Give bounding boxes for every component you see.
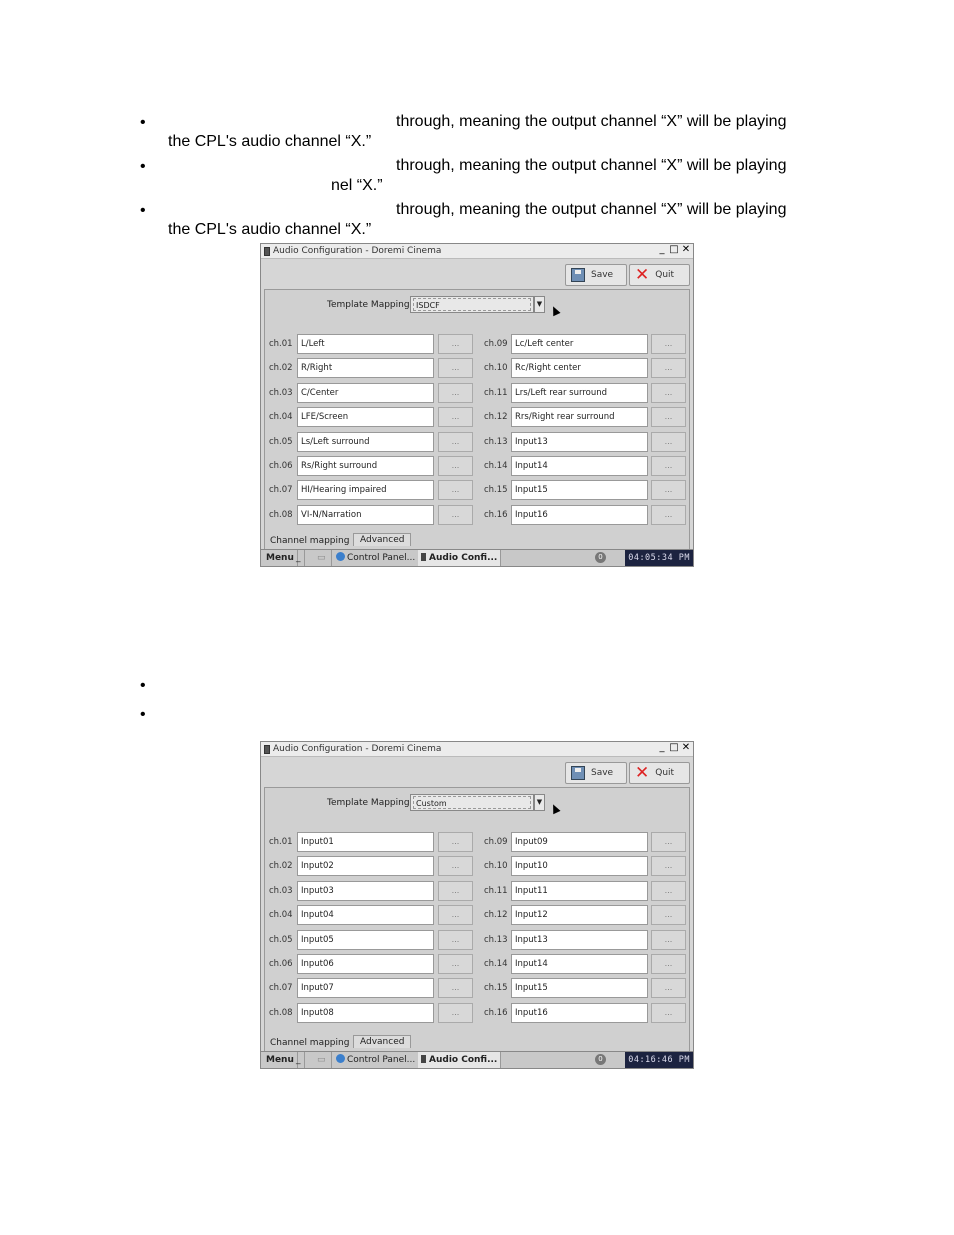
keyboard-icon[interactable]: ▭ xyxy=(314,550,332,566)
template-mapping-select[interactable] xyxy=(410,794,534,811)
channel-browse-button[interactable]: ... xyxy=(438,978,473,998)
channel-browse-button[interactable]: ... xyxy=(438,905,473,925)
channel-label: ch.02 xyxy=(269,363,293,373)
channel-browse-button[interactable]: ... xyxy=(651,954,686,974)
quit-label: Quit xyxy=(655,270,675,280)
menu-button[interactable]: Menu xyxy=(263,1052,298,1068)
channel-label: ch.06 xyxy=(269,461,293,471)
channel-input[interactable]: Lc/Left center xyxy=(511,334,648,354)
channel-browse-button[interactable]: ... xyxy=(438,480,473,500)
taskbar-control-panel-label: Control Panel... xyxy=(347,553,416,563)
mapping-panel xyxy=(264,289,690,551)
title-bar[interactable] xyxy=(261,742,693,757)
taskbar-audio-config-label: Audio Confi... xyxy=(429,553,498,563)
channel-input[interactable]: Input05 xyxy=(297,930,434,950)
channel-browse-button[interactable]: ... xyxy=(438,832,473,852)
channel-label: ch.12 xyxy=(484,412,508,422)
title-bar[interactable] xyxy=(261,244,693,259)
save-button[interactable] xyxy=(565,762,627,784)
channel-browse-button[interactable]: ... xyxy=(651,480,686,500)
minimize-icon[interactable]: _ xyxy=(659,244,665,255)
channel-input[interactable]: L/Left xyxy=(297,334,434,354)
channel-browse-button[interactable]: ... xyxy=(438,881,473,901)
channel-input[interactable]: Rs/Right surround xyxy=(297,456,434,476)
channel-label: ch.04 xyxy=(269,910,293,920)
channel-browse-button[interactable]: ... xyxy=(438,407,473,427)
channel-input[interactable]: Ls/Left surround xyxy=(297,432,434,452)
app-icon xyxy=(264,247,270,256)
channel-browse-button[interactable]: ... xyxy=(651,456,686,476)
quit-button[interactable] xyxy=(629,762,690,784)
save-label: Save xyxy=(591,270,614,280)
channel-label: ch.15 xyxy=(484,983,508,993)
bullet-dot: • xyxy=(140,114,146,131)
channel-input[interactable]: Lrs/Left rear surround xyxy=(511,383,648,403)
toolbar xyxy=(261,259,693,289)
channel-browse-button[interactable]: ... xyxy=(651,1003,686,1023)
show-desktop-button[interactable]: _ xyxy=(293,1052,305,1068)
channel-input[interactable]: Input16 xyxy=(511,1003,648,1023)
taskbar xyxy=(261,1051,693,1068)
bullet-2-line2: nel “X.” xyxy=(331,177,383,194)
channel-browse-button[interactable]: ... xyxy=(651,505,686,525)
save-icon xyxy=(571,268,585,282)
template-mapping-value: ISDCF xyxy=(413,298,531,311)
toolbar xyxy=(261,757,693,787)
tab-channel-mapping[interactable]: Channel mapping xyxy=(270,1038,350,1048)
channel-input[interactable]: Input10 xyxy=(511,856,648,876)
audio-config-icon xyxy=(421,553,426,561)
save-button[interactable] xyxy=(565,264,627,286)
template-mapping-select[interactable] xyxy=(410,296,534,313)
channel-input[interactable]: LFE/Screen xyxy=(297,407,434,427)
channel-label: ch.13 xyxy=(484,935,508,945)
template-mapping-label: Template Mapping xyxy=(327,798,410,808)
minimize-icon[interactable]: _ xyxy=(659,742,665,753)
channel-input[interactable]: C/Center xyxy=(297,383,434,403)
channel-browse-button[interactable]: ... xyxy=(651,832,686,852)
channel-input[interactable]: Input14 xyxy=(511,456,648,476)
channel-browse-button[interactable]: ... xyxy=(651,881,686,901)
quit-icon: ✕ xyxy=(635,763,650,783)
channel-label: ch.15 xyxy=(484,485,508,495)
channel-input[interactable]: Input16 xyxy=(511,505,648,525)
channel-label: ch.10 xyxy=(484,363,508,373)
show-desktop-button[interactable]: _ xyxy=(293,550,305,566)
channel-input[interactable]: Input04 xyxy=(297,905,434,925)
channel-browse-button[interactable]: ... xyxy=(651,358,686,378)
channel-browse-button[interactable]: ... xyxy=(438,856,473,876)
channel-browse-button[interactable]: ... xyxy=(438,432,473,452)
keyboard-icon[interactable]: ▭ xyxy=(314,1052,332,1068)
channel-browse-button[interactable]: ... xyxy=(438,383,473,403)
channel-label: ch.14 xyxy=(484,461,508,471)
taskbar-audio-config[interactable] xyxy=(418,550,501,566)
channel-input[interactable]: R/Right xyxy=(297,358,434,378)
channel-input[interactable]: Input13 xyxy=(511,930,648,950)
template-mapping-label: Template Mapping xyxy=(327,300,410,310)
channel-browse-button[interactable]: ... xyxy=(438,358,473,378)
taskbar-control-panel[interactable] xyxy=(333,550,419,566)
tab-channel-mapping[interactable]: Channel mapping xyxy=(270,536,350,546)
channel-label: ch.01 xyxy=(269,837,293,847)
bullet-3-line1: through, meaning the output channel “X” will be playing xyxy=(396,201,787,218)
notification-badge[interactable]: 0 xyxy=(595,552,606,563)
channel-input[interactable]: Input12 xyxy=(511,905,648,925)
channel-input[interactable]: HI/Hearing impaired xyxy=(297,480,434,500)
channel-browse-button[interactable]: ... xyxy=(651,930,686,950)
control-panel-icon xyxy=(336,1054,345,1063)
channel-browse-button[interactable]: ... xyxy=(438,954,473,974)
channel-label: ch.10 xyxy=(484,861,508,871)
chevron-down-icon[interactable]: ▼ xyxy=(534,794,545,811)
channel-browse-button[interactable]: ... xyxy=(438,1003,473,1023)
chevron-down-icon[interactable]: ▼ xyxy=(534,296,545,313)
window-title: Audio Configuration - Doremi Cinema xyxy=(273,246,442,256)
channel-browse-button[interactable]: ... xyxy=(438,505,473,525)
notification-badge[interactable]: 0 xyxy=(595,1054,606,1065)
channel-label: ch.07 xyxy=(269,485,293,495)
taskbar-audio-config[interactable] xyxy=(418,1052,501,1068)
quit-icon: ✕ xyxy=(635,265,650,285)
bullet-3-line2: the CPL's audio channel “X.” xyxy=(168,221,372,238)
channel-browse-button[interactable]: ... xyxy=(438,334,473,354)
channel-label: ch.05 xyxy=(269,437,293,447)
channel-input[interactable]: Input01 xyxy=(297,832,434,852)
audio-config-window xyxy=(260,741,694,1069)
channel-browse-button[interactable]: ... xyxy=(438,456,473,476)
bullet-2-line1: through, meaning the output channel “X” will be playing xyxy=(396,157,787,174)
tab-advanced[interactable]: Advanced xyxy=(353,533,411,546)
bullet-dot: • xyxy=(140,158,146,175)
channel-label: ch.06 xyxy=(269,959,293,969)
channel-label: ch.12 xyxy=(484,910,508,920)
channel-input[interactable]: Input02 xyxy=(297,856,434,876)
channel-label: ch.16 xyxy=(484,1008,508,1018)
bullet-empty-2: • xyxy=(140,706,146,723)
channel-label: ch.03 xyxy=(269,388,293,398)
channel-input[interactable]: Input13 xyxy=(511,432,648,452)
channel-input[interactable]: Input15 xyxy=(511,480,648,500)
channel-browse-button[interactable]: ... xyxy=(651,432,686,452)
channel-label: ch.01 xyxy=(269,339,293,349)
template-mapping-value: Custom xyxy=(413,796,531,809)
bullet-empty-1: • xyxy=(140,677,146,694)
channel-input[interactable]: Input07 xyxy=(297,978,434,998)
channel-label: ch.11 xyxy=(484,388,508,398)
quit-button[interactable] xyxy=(629,264,690,286)
audio-config-window xyxy=(260,243,694,567)
channel-label: ch.09 xyxy=(484,339,508,349)
channel-label: ch.08 xyxy=(269,1008,293,1018)
channel-input[interactable]: Input03 xyxy=(297,881,434,901)
channel-browse-button[interactable]: ... xyxy=(438,930,473,950)
taskbar-clock: 04:16:46 PM xyxy=(625,1052,693,1068)
channel-browse-button[interactable]: ... xyxy=(651,334,686,354)
taskbar xyxy=(261,549,693,566)
channel-input[interactable]: Rc/Right center xyxy=(511,358,648,378)
channel-label: ch.02 xyxy=(269,861,293,871)
taskbar-control-panel-label: Control Panel... xyxy=(347,1055,416,1065)
channel-label: ch.16 xyxy=(484,510,508,520)
channel-browse-button[interactable]: ... xyxy=(651,383,686,403)
audio-config-icon xyxy=(421,1055,426,1063)
channel-label: ch.14 xyxy=(484,959,508,969)
channel-input[interactable]: Input11 xyxy=(511,881,648,901)
mouse-cursor-icon xyxy=(549,803,560,815)
channel-label: ch.05 xyxy=(269,935,293,945)
channel-browse-button[interactable]: ... xyxy=(651,978,686,998)
maximize-icon[interactable]: □ xyxy=(669,742,679,753)
taskbar-audio-config-label: Audio Confi... xyxy=(429,1055,498,1065)
channel-label: ch.08 xyxy=(269,510,293,520)
menu-button[interactable]: Menu xyxy=(263,550,298,566)
mapping-panel xyxy=(264,787,690,1053)
bullet-1-line1: through, meaning the output channel “X” will be playing xyxy=(396,113,787,130)
channel-input[interactable]: Input09 xyxy=(511,832,648,852)
channel-browse-button[interactable]: ... xyxy=(651,905,686,925)
close-icon[interactable]: ✕ xyxy=(681,244,691,255)
taskbar-control-panel[interactable] xyxy=(333,1052,419,1068)
close-icon[interactable]: ✕ xyxy=(681,742,691,753)
maximize-icon[interactable]: □ xyxy=(669,244,679,255)
control-panel-icon xyxy=(336,552,345,561)
channel-input[interactable]: Input06 xyxy=(297,954,434,974)
channel-label: ch.09 xyxy=(484,837,508,847)
channel-label: ch.07 xyxy=(269,983,293,993)
channel-label: ch.04 xyxy=(269,412,293,422)
channel-input[interactable]: VI-N/Narration xyxy=(297,505,434,525)
channel-label: ch.11 xyxy=(484,886,508,896)
window-title: Audio Configuration - Doremi Cinema xyxy=(273,744,442,754)
bullet-dot: • xyxy=(140,202,146,219)
save-label: Save xyxy=(591,768,614,778)
mouse-cursor-icon xyxy=(549,305,560,317)
tab-advanced[interactable]: Advanced xyxy=(353,1035,411,1048)
save-icon xyxy=(571,766,585,780)
channel-input[interactable]: Rrs/Right rear surround xyxy=(511,407,648,427)
channel-label: ch.13 xyxy=(484,437,508,447)
app-icon xyxy=(264,745,270,754)
channel-input[interactable]: Input08 xyxy=(297,1003,434,1023)
taskbar-clock: 04:05:34 PM xyxy=(625,550,693,566)
channel-browse-button[interactable]: ... xyxy=(651,407,686,427)
quit-label: Quit xyxy=(655,768,675,778)
channel-input[interactable]: Input15 xyxy=(511,978,648,998)
bullet-1-line2: the CPL's audio channel “X.” xyxy=(168,133,372,150)
channel-browse-button[interactable]: ... xyxy=(651,856,686,876)
channel-label: ch.03 xyxy=(269,886,293,896)
channel-input[interactable]: Input14 xyxy=(511,954,648,974)
